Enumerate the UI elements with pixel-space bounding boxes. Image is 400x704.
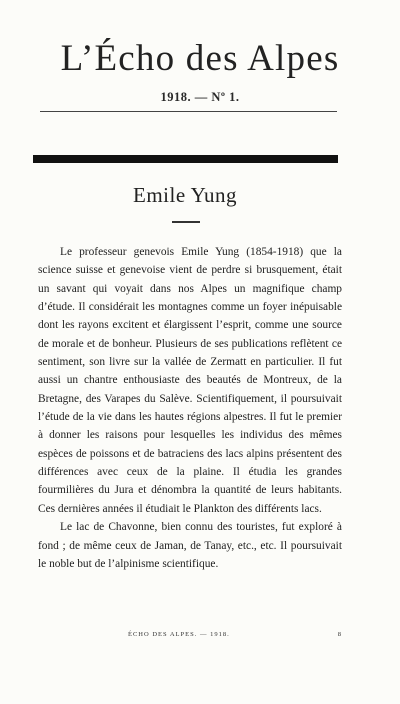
page-number: 8: [337, 631, 342, 638]
paragraph-2: Le lac de Chavonne, bien connu des touristes, fut exploré à fond ; de même ceux de Jaman, de Tanay, etc., etc. Il poursuivait le noble but de l’alpinisme scientifique.: [38, 521, 342, 570]
section-divider-bar: [33, 155, 338, 163]
title-underline: [172, 221, 200, 223]
issue-number: 1918. — Nº 1.: [160, 90, 240, 104]
masthead-rule: [40, 111, 337, 112]
article-title: Emile Yung: [133, 183, 237, 207]
paragraph-1: Le professeur genevois Emile Yung (1854-1918) que la science suisse et genevoise vient de perdre si brusquement, était un savant qui voyait dans nos Alpes un magnifique champ d’étude. Il considérait les montagnes comme un foyer inépuisable dont les rayons excitent et élargissent l’esprit, comme une source de morale et de bonheur. Plusieurs de ses publications reflètent ce sentiment, son livre sur la vallée de Zermatt en particulier. Il fut aussi un chantre enthousiaste des beautés de Montreux, de la Bretagne, des Varapes du Salève. Scientifiquement, il poursuivait l’étude de la vie dans les hautes régions alpestres. Il fut le premier à donner les raisons pour lesquelles les individus des mêmes espèces de poissons et de batraciens des lacs alpins présentent des différences avec ceux de la plaine. Il étudia les grandes fourmilières du Jura et dénombra la quantité de leurs habitants. Ces dernières années il étudiait le Plankton des différents lacs.: [38, 246, 342, 515]
article-body: [38, 243, 342, 573]
masthead-title: L’Écho des Alpes: [60, 38, 340, 79]
running-head: ÉCHO DES ALPES. — 1918.: [128, 631, 230, 638]
